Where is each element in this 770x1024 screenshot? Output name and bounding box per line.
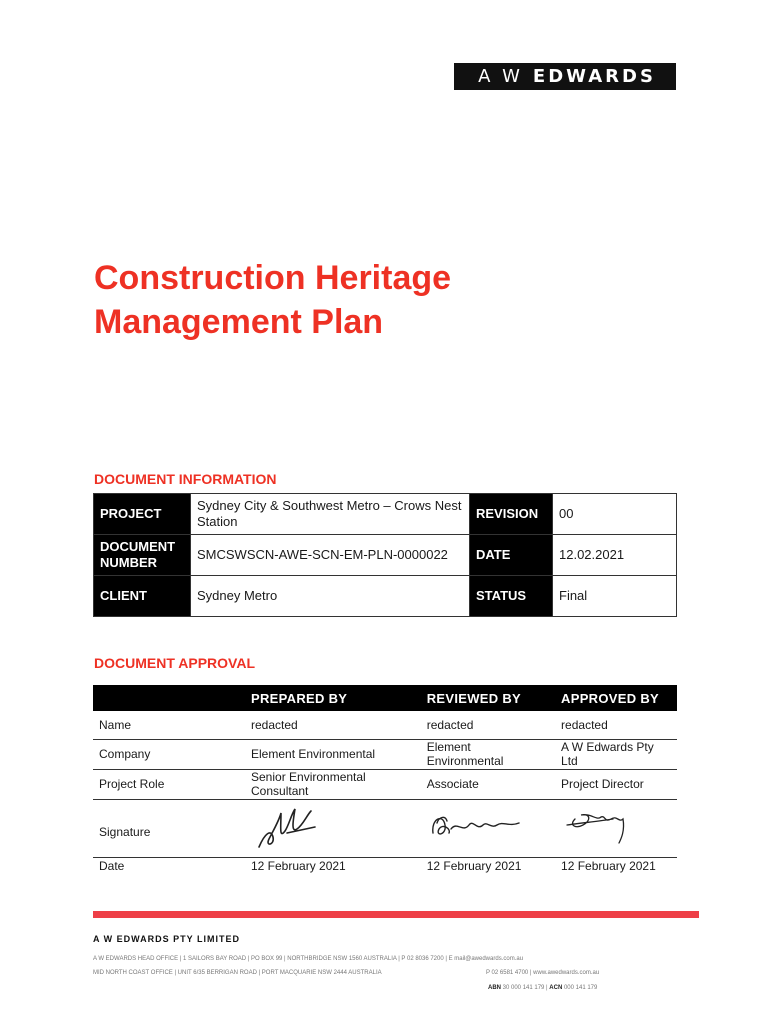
approval-row-company [93, 739, 677, 769]
document-title [94, 256, 654, 344]
footer-accent-bar [93, 911, 699, 918]
document-approval-table [93, 685, 677, 875]
reviewed-by-date: 12 February 2021 [426, 859, 522, 874]
approved-by-role: Project Director [555, 769, 677, 799]
title-line-2: Management Plan [94, 303, 384, 341]
client-label: CLIENT [94, 576, 191, 617]
reviewed-by-name: redacted [421, 711, 555, 739]
signature-label: Signature [93, 799, 245, 857]
approval-header-blank [93, 685, 245, 711]
footer-company-name: A W EDWARDS PTY LIMITED [93, 934, 241, 944]
title-line-1: Construction Heritage [94, 259, 452, 297]
approved-by-company: A W Edwards Pty Ltd [555, 739, 677, 769]
footer-head-office-line: A W EDWARDS HEAD OFFICE | 1 SAILORS BAY ROAD | PO BOX 99 | NORTHBRIDGE NSW 1560 AUSTRALIA | P 02 8036 7200 | E mail@awedwards.com.au [93, 956, 524, 962]
approval-row-role [93, 769, 677, 799]
footer-mid-north-coast-line: MID NORTH COAST OFFICE | UNIT 6/35 BERRIGAN ROAD | PORT MACQUARIE NSW 2444 AUSTRALIA [93, 970, 382, 976]
info-row-project [94, 494, 677, 535]
project-role-label: Project Role [93, 769, 245, 799]
approved-by-date: 12 February 2021 [561, 859, 656, 874]
reviewed-by-header: REVIEWED BY [421, 685, 555, 711]
document-number-label: DOCUMENT NUMBER [94, 535, 191, 576]
prepared-by-company: Element Environmental [245, 739, 421, 769]
date-label: DATE [470, 535, 553, 576]
company-label: Company [93, 739, 245, 769]
logo-text-edwards: EDWARDS [532, 66, 656, 87]
reviewed-by-role: Associate [421, 769, 555, 799]
document-number-value: SMCSWSCN-AWE-SCN-EM-PLN-0000022 [191, 535, 470, 576]
logo-text-aw: A W [478, 66, 523, 87]
document-information-heading: DOCUMENT INFORMATION [94, 471, 277, 487]
handwritten-signature-3 [561, 803, 651, 853]
prepared-by-name: redacted [245, 711, 421, 739]
client-value: Sydney Metro [191, 576, 470, 617]
reviewed-by-signature [421, 799, 555, 857]
revision-value: 00 [553, 494, 677, 535]
project-value: Sydney City & Southwest Metro – Crows Nest Station [191, 494, 470, 535]
document-information-table [93, 493, 677, 617]
approval-header-row [93, 685, 677, 711]
date-row-label: Date [99, 859, 125, 874]
approved-by-name: redacted [555, 711, 677, 739]
date-value: 12.02.2021 [553, 535, 677, 576]
prepared-by-signature [245, 799, 421, 857]
approval-row-date [93, 857, 677, 875]
status-label: STATUS [470, 576, 553, 617]
revision-label: REVISION [470, 494, 553, 535]
approval-row-name [93, 711, 677, 739]
abn-value: 30 000 141 179 [502, 985, 545, 991]
prepared-by-date: 12 February 2021 [251, 859, 346, 874]
project-label: PROJECT [94, 494, 191, 535]
status-value: Final [553, 576, 677, 617]
approval-row-signature [93, 799, 677, 857]
company-logo [454, 63, 676, 90]
prepared-by-header: PREPARED BY [245, 685, 421, 711]
prepared-by-role: Senior Environmental Consultant [245, 769, 421, 799]
abn-label: ABN [488, 985, 501, 991]
footer-abn-acn-line: ABN 30 000 141 179 | ACN 000 141 179 [488, 985, 598, 991]
acn-value: 000 141 179 [563, 985, 598, 991]
name-label: Name [93, 711, 245, 739]
info-row-document-number [94, 535, 677, 576]
acn-label: ACN [549, 985, 563, 991]
approved-by-header: APPROVED BY [555, 685, 677, 711]
approved-by-signature [555, 799, 677, 857]
document-approval-heading: DOCUMENT APPROVAL [94, 655, 255, 671]
reviewed-by-company: Element Environmental [421, 739, 555, 769]
footer-contact-line: P 02 6581 4700 | www.awedwards.com.au [486, 970, 600, 976]
handwritten-signature-2 [427, 803, 537, 853]
info-row-client [94, 576, 677, 617]
handwritten-signature-1 [251, 803, 331, 853]
